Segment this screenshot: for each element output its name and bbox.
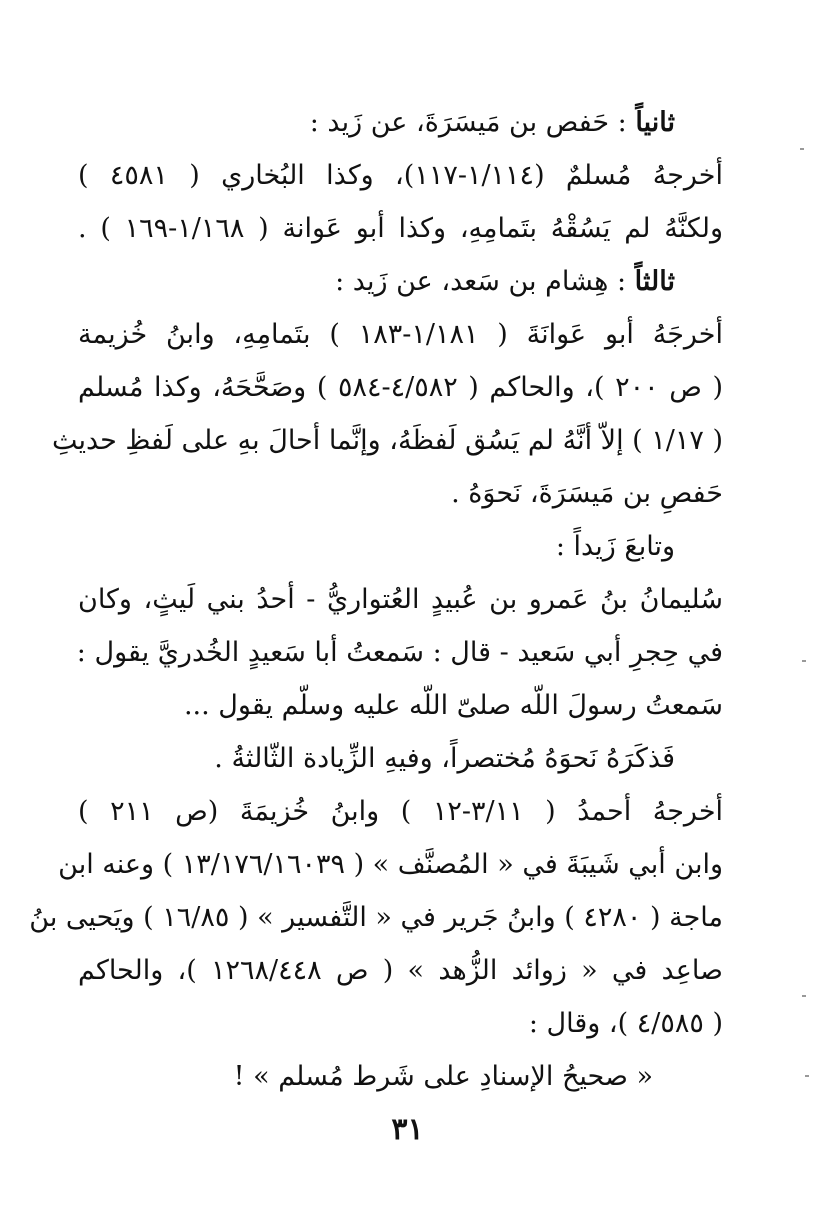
- page-number: ٣١: [391, 1112, 424, 1147]
- text-line: فَذكَرَهُ نَحوَهُ مُختصراً، وفيهِ الزِّيادة الثّالثةُ .: [214, 743, 675, 774]
- margin-mark: [805, 1075, 809, 1077]
- heading-label: ثانياً: [635, 107, 675, 138]
- text-line: أخرجهُ أحمدُ ( ٣/١١-١٢ ) وابنُ خُزيمَةَ (ص ٢١١ ): [78, 796, 724, 827]
- text-line: أخرجَهُ أبو عَوانَةَ ( ١/١٨١-١٨٣ ) بتَمامِهِ، وابنُ خُزيمة: [78, 319, 724, 350]
- quote-line: « صحيحُ الإسنادِ على شَرط مُسلم » !: [233, 1061, 653, 1092]
- text-line: ماجة ( ٤٢٨٠ ) وابنُ جَرير في « التَّفسير » ( ١٦/٨٥ ) ويَحيى بنُ: [29, 902, 723, 933]
- text-line: حَفصِ بن مَيسَرَةَ، نَحوَهُ .: [451, 478, 723, 509]
- text-line: ( ١/١٧ ) إلاّ أنَّهُ لم يَسُق لَفظَهُ، وإنَّما أحالَ بهِ على لَفظِ حديثِ: [51, 425, 723, 456]
- heading-text: : هِشام بن سَعد، عن زَيد :: [335, 266, 635, 297]
- text-line: ولكنَّهُ لم يَسُقْهُ بتَمامِهِ، وكذا أبو عَوانة ( ١/١٦٨-١٦٩ ) .: [78, 213, 724, 244]
- text-line: صاعِد في « زوائد الزُّهد » ( ص ١٢٦٨/٤٤٨ )، والحاكم: [78, 955, 723, 986]
- text-line: وتابعَ زَيداً :: [555, 531, 675, 562]
- margin-mark: [802, 660, 806, 662]
- heading-text: : حَفص بن مَيسَرَةَ، عن زَيد :: [309, 107, 636, 138]
- section-heading-second: [78, 96, 723, 149]
- text-line: أخرجهُ مُسلمٌ (١/١١٤-١١٧)، وكذا البُخاري ( ٤٥٨١ ): [78, 160, 723, 191]
- text-line: في حِجرِ أبي سَعيد - قال : سَمعتُ أبا سَعيدٍ الخُدريَّ يقول :: [76, 637, 723, 668]
- body-text: [29, 96, 724, 1103]
- section-heading-third: [78, 255, 723, 308]
- margin-mark: [800, 148, 804, 150]
- text-line: وابن أبي شَيبَةَ في « المُصنَّف » ( ١٣/١٧٦/١٦٠٣٩ ) وعنه ابن: [58, 849, 723, 880]
- margin-mark: [802, 995, 806, 997]
- heading-label: ثالثاً: [634, 266, 675, 297]
- text-line: ( ٤/٥٨٥ )، وقال :: [528, 1008, 723, 1039]
- text-line: سَمعتُ رسولَ اللّه صلىّ اللّه عليه وسلّم يقول ...: [183, 690, 723, 721]
- text-line: سُليمانُ بنُ عَمرو بن عُبيدٍ العُتواريُّ - أحدُ بني لَيثٍ، وكان: [78, 584, 723, 615]
- text-line: ( ص ٢٠٠ )، والحاكم ( ٤/٥٨٢-٥٨٤ ) وصَحَّحَهُ، وكذا مُسلم: [78, 372, 724, 403]
